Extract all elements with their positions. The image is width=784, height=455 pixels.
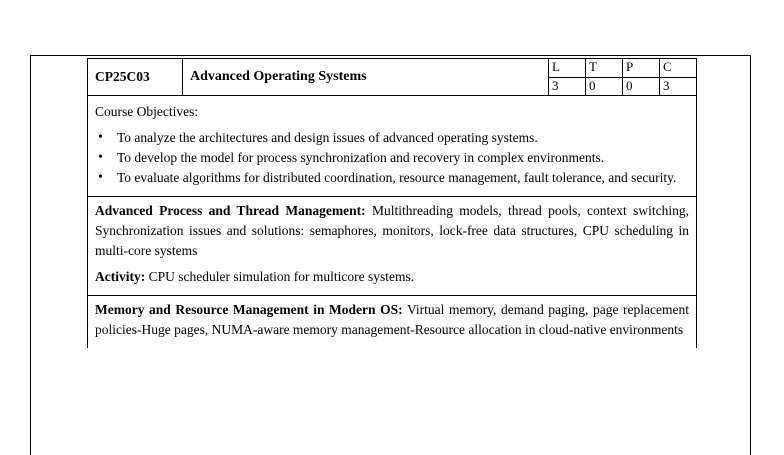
credit-value-t: 0 [586,77,623,96]
credit-value-p: 0 [623,77,660,96]
credit-value-c: 3 [660,77,697,96]
course-title: Advanced Operating Systems [183,59,549,96]
activity-text: CPU scheduler simulation for multicore systems. [145,269,415,284]
credit-header-c: C [660,59,697,78]
unit-process-thread-section [87,197,697,296]
objectives-heading: Course Objectives: [95,104,199,119]
unit-paragraph [95,201,689,261]
objective-item: • To analyze the architectures and design issues of advanced operating systems. [117,128,689,148]
course-header-table [87,58,697,96]
credit-header-l: L [549,59,586,78]
unit-text: Virtual memory, demand paging, page replacement policies-Huge pages, NUMA-aware memory management-Resource allocation in cloud-native environments [95,302,689,337]
course-objectives-section [87,96,697,197]
syllabus-document [87,58,697,348]
unit-heading: Advanced Process and Thread Management: [95,203,366,218]
unit-memory-resource-section [87,296,697,348]
objective-item: • To develop the model for process synchronization and recovery in complex environments. [117,148,689,168]
unit-heading: Memory and Resource Management in Modern OS: [95,302,403,317]
credit-header-t: T [586,59,623,78]
activity-paragraph [95,267,689,287]
objective-item: • To evaluate algorithms for distributed coordination, resource management, fault tolerance, and security. [117,168,689,188]
activity-label: Activity: [95,269,146,284]
credit-value-l: 3 [549,77,586,96]
credit-header-p: P [623,59,660,78]
unit-paragraph [95,300,689,340]
course-code: CP25C03 [88,59,183,96]
unit-text: Multithreading models, thread pools, context switching, Synchronization issues and solutions: semaphores, monitors, lock-free data structures, CPU scheduling in multi-core systems [95,203,689,258]
objectives-list [95,128,689,188]
